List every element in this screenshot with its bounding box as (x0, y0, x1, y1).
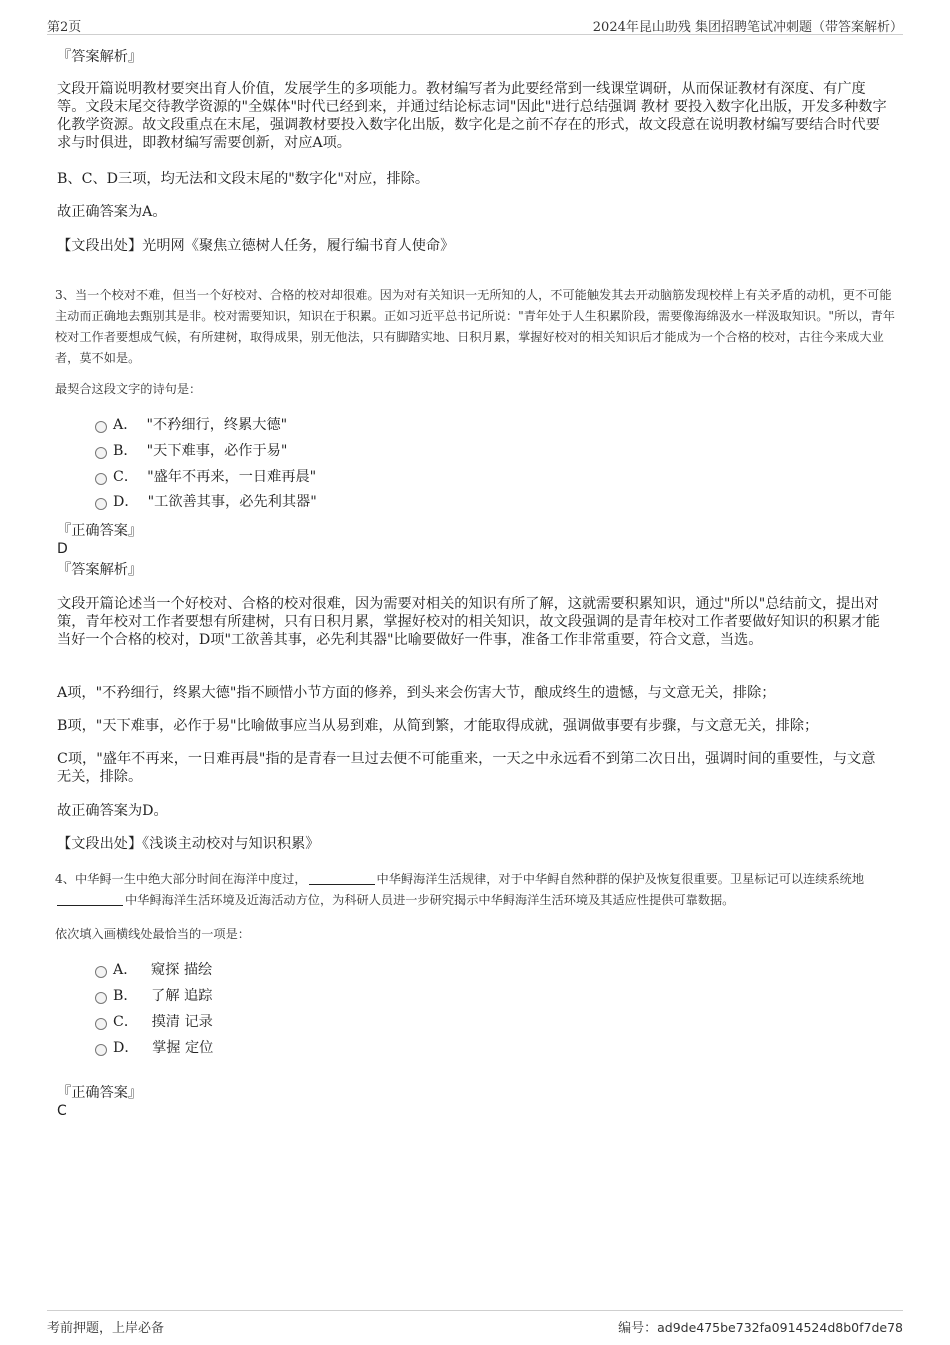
q3-analysis-p3: B项，"天下难事，必作于易"比喻做事应当从易到难，从简到繁，才能取得成就，强调做事要有步骤，与文意无关，排除； (57, 718, 819, 734)
page-footer (47, 1310, 903, 1337)
q3-analysis-p2: A项，"不矜细行，终累大德"指不顾惜小节方面的修养，到头来会伤害大节，酿成终生的遗憾，与文意无关，排除； (57, 685, 776, 701)
q3-option-a[interactable]: A． "不矜细行，终累大德" (95, 416, 287, 434)
q4-option-a[interactable]: A． 窥探 描绘 (95, 961, 212, 979)
q3-analysis-title: 『答案解析』 (57, 562, 143, 578)
radio-icon[interactable] (95, 473, 107, 485)
radio-icon[interactable] (95, 421, 107, 433)
q4-question: 依次填入画横线处最恰当的一项是： (55, 927, 250, 941)
q3-analysis-p4: C项，"盛年不再来，一日难再晨"指的是青春一旦过去便不可能重来，一天之中永远看不到第二次日出，强调时间的重要性，与文意无关，排除。 (57, 751, 876, 785)
radio-icon[interactable] (95, 447, 107, 459)
fill-blank-1[interactable] (309, 872, 375, 885)
q2-source: 【文段出处】光明网《聚焦立德树人任务，履行编书育人使命》 (57, 238, 455, 254)
document-code: 编号：ad9de475be732fa0914524d8b0f7de78 (618, 1320, 903, 1336)
q2-analysis-title: 『答案解析』 (57, 49, 143, 65)
q2-analysis-p1: 文段开篇说明教材要突出育人价值，发展学生的多项能力。教材编写者为此要经常到一线课堂调研，从而保证教材有深度、有广度等。文段末尾交待教学资源的"全媒体"时代已经到来，并通过结论标志词"因此"进行总结强调 教材 要投入数字化出版，开发多种数字化教学资源。故文段重点在末尾，强调教材要投入数字化出版，数字化是之前不存在的形式，故文段意在说明教材编写要结合时代要求与时俱进，即教材编写需要创新，对应A项。 (57, 81, 887, 151)
q4-stem: 4、中华鲟一生中绝大部分时间在海洋中度过， 中华鲟海洋生活规律，对于中华鲟自然种群的保护及恢复很重要。卫星标记可以连续系统地中华鲟海洋生活环境及近海活动方位，为科研人员进一步研究揭示中华鲟海洋生活环境及其适应性提供可靠数据。 (55, 872, 865, 907)
q3-source: 【文段出处】《浅谈主动校对与知识积累》 (57, 836, 320, 852)
radio-icon[interactable] (95, 1018, 107, 1030)
q3-correct-answer: D (57, 541, 68, 557)
q2-analysis-p2: B、C、D三项，均无法和文段末尾的"数字化"对应，排除。 (57, 171, 430, 187)
q3-analysis-p5: 故正确答案为D。 (57, 803, 168, 819)
q4-option-c[interactable]: C． 摸清 记录 (95, 1013, 213, 1031)
q4-correct-title: 『正确答案』 (57, 1085, 143, 1101)
page-header (47, 12, 903, 35)
q4-option-d[interactable]: D． 掌握 定位 (95, 1039, 213, 1057)
radio-icon[interactable] (95, 992, 107, 1004)
q4-correct-answer: C (57, 1103, 67, 1119)
radio-icon[interactable] (95, 1044, 107, 1056)
q3-analysis-p1: 文段开篇论述当一个好校对、合格的校对很难，因为需要对相关的知识有所了解，这就需要积累知识，通过"所以"总结前文，提出对策，青年校对工作者要想有所建树，只有日积月累，掌握好校对的相关知识，故文段强调的是青年校对工作者要做好知识的积累才能当好一个合格的校对，D项"工欲善其事，必先利其器"比喻要做好一件事，准备工作非常重要，符合文意，当选。 (57, 596, 880, 648)
q4-option-b[interactable]: B． 了解 追踪 (95, 987, 212, 1005)
q3-question: 最契合这段文字的诗句是： (55, 382, 202, 396)
q3-option-c[interactable]: C． "盛年不再来，一日难再晨" (95, 468, 316, 486)
radio-icon[interactable] (95, 498, 107, 510)
q3-stem: 3、当一个校对不难，但当一个好校对、合格的校对却很难。因为对有关知识一无所知的人，不可能触发其去开动脑筋发现校样上有关矛盾的动机，更不可能主动而正确地去甄别其是非。校对需要知识，知识在于积累。正如习近平总书记所说："青年处于人生积累阶段，需要像海绵汲水一样汲取知识。"所以，青年校对工作者要想成气候，有所建树，取得成果，别无他法，只有脚踏实地、日积月累，掌握好校对的相关知识后才能成为一个合格的校对，古往今来成大业者，莫不如是。 (55, 288, 895, 365)
q2-analysis-p3: 故正确答案为A。 (57, 204, 167, 220)
document-title: 2024年昆山助残 集团招聘笔试冲刺题（带答案解析） (592, 20, 903, 35)
q3-correct-title: 『正确答案』 (57, 523, 143, 539)
page-number: 第2页 (47, 20, 82, 35)
radio-icon[interactable] (95, 966, 107, 978)
q3-option-d[interactable]: D． "工欲善其事，必先利其器" (95, 493, 317, 511)
q3-option-b[interactable]: B． "天下难事，必作于易" (95, 442, 287, 460)
footer-slogan: 考前押题，上岸必备 (47, 1321, 165, 1336)
fill-blank-2[interactable] (57, 893, 123, 906)
